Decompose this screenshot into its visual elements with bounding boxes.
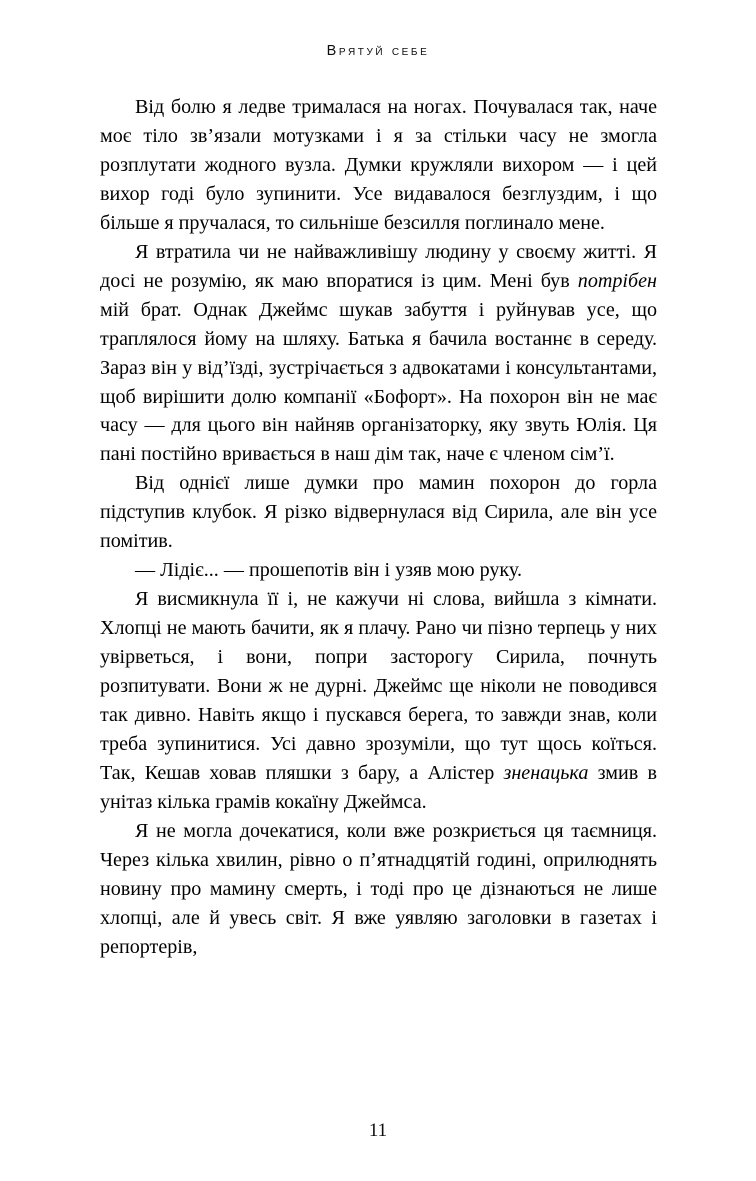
running-head: Врятуй себе — [326, 43, 430, 59]
text-run: Я не могла дочекатися, коли вже розкриється ця таємниця. Через кілька хвилин, рівно о п’ятнадцятій годині, оприлюднять новину про мамину смерть, і тоді про це дізнаються не лише хлопці, але й увесь світ. Я вже уявляю заголовки в газетах і репортерів, — [100, 819, 657, 958]
text-run: Від болю я ледве трималася на ногах. Почувалася так, наче моє тіло зв’язали мотузками і я за стільки часу не змогла розплутати жодного вузла. Думки кружляли вихором — і цей вихор годі було зупинити. Усе видавалося безглуздим, і що більше я пручалася, то сильніше безсилля поглинало мене. — [100, 96, 657, 234]
text-run: Від однієї лише думки про мамин похорон до горла підступив клубок. Я різко відвернулася від Сирила, але він усе помітив. — [100, 472, 657, 553]
body-text-block — [100, 93, 657, 962]
emphasis-text: зненацька — [503, 761, 589, 784]
paragraph — [100, 817, 657, 962]
text-run: мій брат. Однак Джеймс шукав забуття і руйнував усе, що траплялося йому на шляху. Батька я бачила востаннє в середу. Зараз він у від’їзді, зустрічається з адвокатами і консультантами, щоб вирішити долю компанії «Бофорт». На похорон він не має часу — для цього він найняв організаторку, яку звуть Юлія. Ця пані постійно вривається в наш дім так, наче є членом сім’ї. — [100, 298, 657, 466]
text-run: — Лідіє... — прошепотів він і узяв мою руку. — [135, 559, 522, 582]
paragraph — [100, 238, 657, 470]
text-run: Я втратила чи не найважливішу людину у своєму житті. Я досі не розумію, як маю впоратися із цим. Мені був — [100, 240, 657, 292]
paragraph — [100, 585, 657, 817]
paragraph — [100, 93, 657, 238]
paragraph — [100, 469, 657, 556]
text-run: змив в унітаз кілька грамів кокаїну Джеймса. — [100, 761, 657, 813]
text-run: Я висмикнула її і, не кажучи ні слова, вийшла з кімнати. Хлопці не мають бачити, як я плачу. Рано чи пізно терпець у них увірветься, і вони, попри засторогу Сирила, почнуть розпитувати. Вони ж не дурні. Джеймс ще ніколи не поводився так дивно. Навіть якщо і пускався берега, то завжди знав, коли треба зупинитися. Усі давно зрозуміли, що тут щось коїться. Так, Кешав ховав пляшки з бару, а Алістер — [100, 588, 657, 784]
page-number: 11 — [368, 1120, 388, 1141]
paragraph — [100, 556, 657, 585]
emphasis-text: потрібен — [577, 269, 657, 292]
